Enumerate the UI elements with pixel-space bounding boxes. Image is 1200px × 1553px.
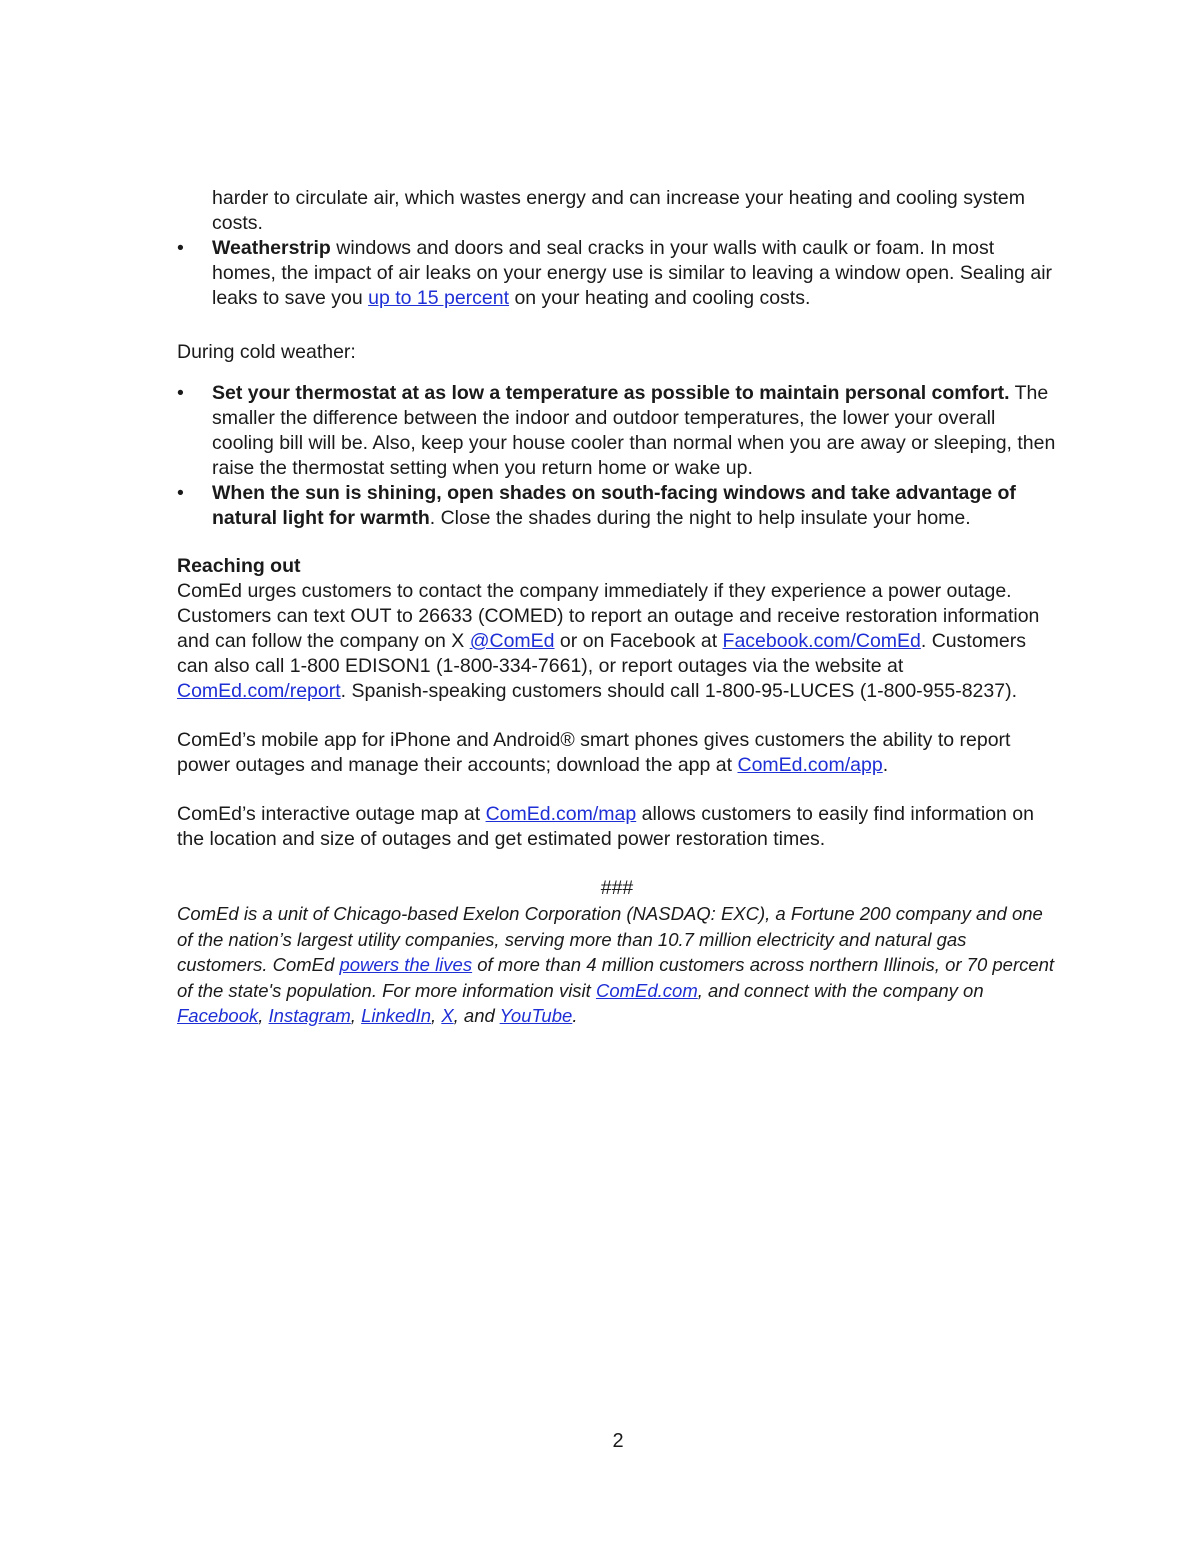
body-text: ComEd urges customers to contact the company immediately if they experience a power outage. Customers can text OUT to 26633 (COMED) to report an outage and receive restoration information and can follow the company on X [177, 580, 1040, 652]
body-text: of more than 4 million customers across northern Illinois, or 70 percent of the state's population. For more information visit [177, 954, 1055, 1001]
list-item [177, 186, 1057, 236]
page-number: 2 [612, 1430, 624, 1452]
body-text: . Close the shades during the night to help insulate your home. [429, 507, 971, 529]
continued-text: harder to circulate air, which wastes energy and can increase your heating and cooling system costs. [212, 187, 1025, 234]
youtube-link[interactable]: YouTube [499, 1005, 573, 1026]
reaching-out-heading: Reaching out [177, 555, 301, 577]
separator: , [431, 1005, 442, 1026]
comed-com-link[interactable]: ComEd.com [595, 979, 698, 1001]
cold-weather-tips-list [177, 381, 1057, 531]
bullet-icon: • [177, 237, 184, 259]
list-item [177, 236, 1057, 311]
outage-map-paragraph [177, 802, 1057, 852]
boilerplate-paragraph [177, 901, 1057, 1029]
body-text: or on Facebook at [554, 630, 723, 652]
body-text: . Customers can also call 1-800 EDISON1 (1-800-334-7661), or report outages via the website at [177, 630, 1026, 677]
body-text: on your heating and cooling costs. [509, 287, 811, 309]
linkedin-link[interactable]: LinkedIn [361, 1005, 432, 1026]
body-text: ComEd’s interactive outage map at [177, 803, 486, 825]
separator: , and [453, 1005, 500, 1026]
body-text: The smaller the difference between the indoor and outdoor temperatures, the lower your overall cooling bill will be. Also, keep your house cooler than normal when you are away or sleeping, then raise the thermostat setting when you return home or wake up. [212, 382, 1056, 479]
comed-app-link[interactable]: ComEd.com/app [737, 754, 883, 776]
facebook-link[interactable]: Facebook [177, 1005, 259, 1026]
bold-lead: Weatherstrip [212, 237, 331, 259]
body-text: , and connect with the company on [697, 979, 984, 1001]
body-text: ComEd is a unit of Chicago-based Exelon Corporation (NASDAQ: EXC), a Fortune 200 company and one of the nation’s largest utility companies, serving more than 10.7 million electricity and natural gas customers. ComEd [177, 903, 1043, 975]
list-item [177, 381, 1057, 481]
reaching-out-paragraph [177, 579, 1057, 704]
energy-tips-list-continued [177, 186, 1057, 311]
body-text: ComEd’s mobile app for iPhone and Android® smart phones gives customers the ability to report power outages and manage their accounts; download the app at [177, 729, 1011, 776]
document-page [177, 186, 1057, 1029]
bullet-icon: • [177, 382, 184, 404]
x-link[interactable]: X [441, 1005, 454, 1026]
mobile-app-paragraph [177, 728, 1057, 778]
powers-the-lives-link[interactable]: powers the lives [339, 954, 473, 975]
separator: . [572, 1005, 578, 1026]
body-text: . Spanish-speaking customers should call 1-800-95-LUCES (1-800-955-8237). [340, 680, 1017, 702]
comed-x-link[interactable]: @ComEd [469, 630, 555, 652]
bullet-icon: • [177, 482, 184, 504]
separator: , [258, 1005, 269, 1026]
cold-weather-heading: During cold weather: [177, 341, 356, 363]
comed-report-link[interactable]: ComEd.com/report [177, 680, 341, 702]
comed-map-link[interactable]: ComEd.com/map [485, 803, 637, 825]
facebook-comed-link[interactable]: Facebook.com/ComEd [722, 630, 921, 652]
body-text: windows and doors and seal cracks in your walls with caulk or foam. In most homes, the impact of air leaks on your energy use is similar to leaving a window open. Sealing air leaks to save you [212, 237, 1053, 309]
up-to-15-percent-link[interactable]: up to 15 percent [368, 287, 510, 309]
instagram-link[interactable]: Instagram [268, 1005, 351, 1026]
body-text: . [882, 754, 889, 776]
body-text: allows customers to easily find information on the location and size of outages and get estimated power restoration times. [177, 803, 1034, 850]
bold-lead: When the sun is shining, open shades on south-facing windows and take advantage of natural light for warmth [212, 482, 1016, 529]
list-item [177, 481, 1057, 531]
bold-lead: Set your thermostat at as low a temperature as possible to maintain personal comfort. [212, 382, 1010, 404]
end-mark: ### [600, 877, 634, 899]
separator: , [350, 1005, 362, 1026]
